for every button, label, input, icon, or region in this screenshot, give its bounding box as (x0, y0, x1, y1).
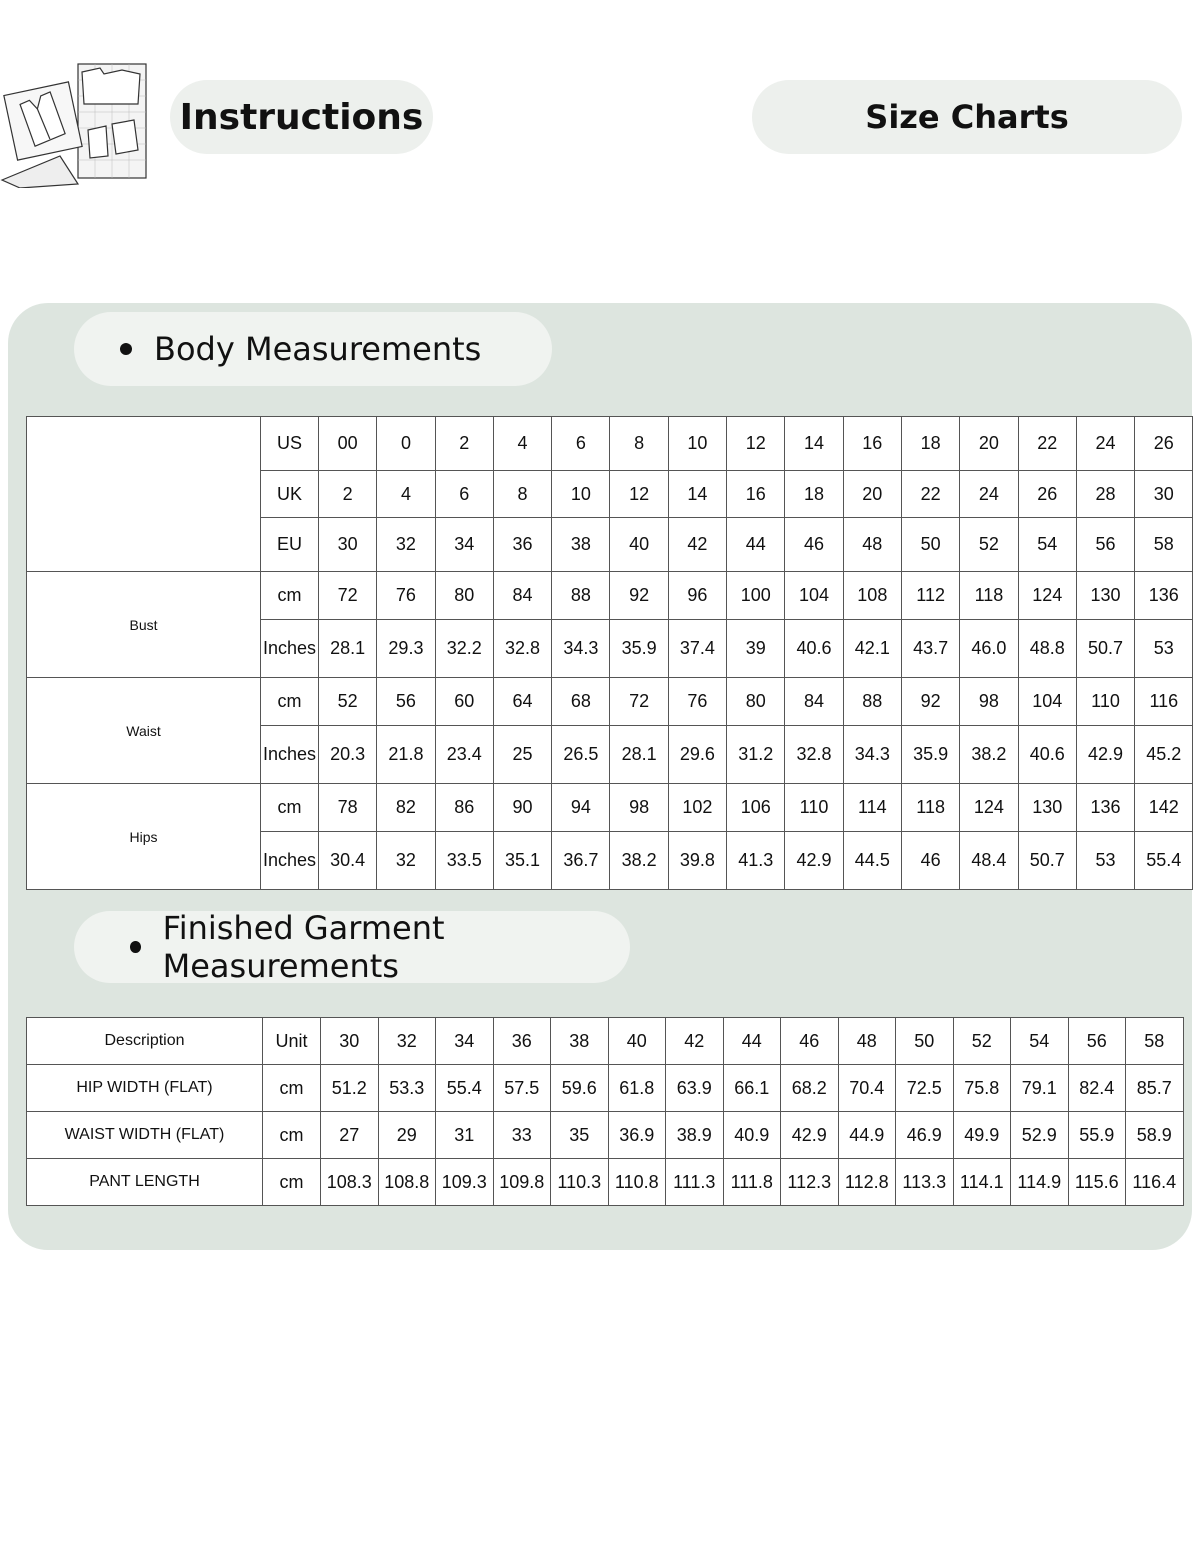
table-cell: 23.4 (435, 726, 493, 784)
table-cell: 31 (436, 1112, 494, 1159)
table-cell: 26 (1135, 417, 1193, 471)
table-cell: 20 (960, 417, 1018, 471)
table-cell: 24 (1076, 417, 1134, 471)
table-cell: 29.6 (668, 726, 726, 784)
description-header: Description (27, 1018, 263, 1065)
table-cell: 51.2 (321, 1065, 379, 1112)
table-cell: 48 (843, 518, 901, 572)
size-header: 48 (838, 1018, 896, 1065)
table-cell: 66.1 (723, 1065, 781, 1112)
table-cell: 27 (321, 1112, 379, 1159)
table-cell: 79.1 (1011, 1065, 1069, 1112)
table-cell: 53 (1135, 620, 1193, 678)
section-title: Finished Garment Measurements (162, 909, 445, 985)
table-cell: 36.7 (552, 832, 610, 890)
table-cell: 32 (377, 518, 435, 572)
table-cell: 85.7 (1126, 1065, 1184, 1112)
table-cell: 116 (1135, 678, 1193, 726)
table-cell: 68 (552, 678, 610, 726)
table-cell: 41.3 (727, 832, 785, 890)
table-cell: 40 (610, 518, 668, 572)
table-cell: 100 (727, 572, 785, 620)
table-cell: 64 (493, 678, 551, 726)
table-cell: 6 (552, 417, 610, 471)
table-cell: 24 (960, 471, 1018, 518)
table-cell: 111.3 (666, 1159, 724, 1206)
unit-label: Inches (261, 832, 319, 890)
table-row (27, 1159, 1184, 1206)
table-cell: 142 (1135, 784, 1193, 832)
unit-label: cm (263, 1112, 321, 1159)
table-cell: 110.3 (551, 1159, 609, 1206)
table-cell: 56 (1076, 518, 1134, 572)
table-cell: 124 (1018, 572, 1076, 620)
table-cell: 44 (727, 518, 785, 572)
table-cell: 30 (319, 518, 377, 572)
table-cell: 6 (435, 471, 493, 518)
table-cell: 90 (493, 784, 551, 832)
table-cell: 46 (901, 832, 959, 890)
table-cell: 130 (1018, 784, 1076, 832)
table-cell: 114.1 (953, 1159, 1011, 1206)
table-cell: 88 (552, 572, 610, 620)
table-row (27, 1112, 1184, 1159)
table-cell: 108.3 (321, 1159, 379, 1206)
bullet-icon (130, 941, 141, 953)
table-cell: 136 (1135, 572, 1193, 620)
section-title: Body Measurements (154, 330, 482, 368)
size-charts-label: Size Charts (865, 98, 1069, 136)
table-cell: 76 (377, 572, 435, 620)
table-cell: 104 (1018, 678, 1076, 726)
table-cell: 53 (1076, 832, 1134, 890)
size-charts-tab[interactable] (752, 80, 1182, 154)
table-cell: 4 (493, 417, 551, 471)
bullet-icon (120, 343, 132, 355)
size-header: 46 (781, 1018, 839, 1065)
table-cell: 112 (901, 572, 959, 620)
size-system-label: US (261, 417, 319, 471)
size-header: 58 (1126, 1018, 1184, 1065)
table-cell: 25 (493, 726, 551, 784)
table-cell: 109.3 (436, 1159, 494, 1206)
table-cell: 34 (435, 518, 493, 572)
table-cell: 108.8 (378, 1159, 436, 1206)
description-cell: PANT LENGTH (27, 1159, 263, 1206)
table-cell: 55.4 (1135, 832, 1193, 890)
table-cell: 18 (901, 417, 959, 471)
size-header: 40 (608, 1018, 666, 1065)
table-cell: 58 (1135, 518, 1193, 572)
table-cell: 80 (727, 678, 785, 726)
size-system-label: EU (261, 518, 319, 572)
table-cell: 110 (1076, 678, 1134, 726)
table-cell: 115.6 (1068, 1159, 1126, 1206)
unit-label: cm (261, 784, 319, 832)
table-cell: 33.5 (435, 832, 493, 890)
table-cell: 18 (785, 471, 843, 518)
table-cell: 84 (493, 572, 551, 620)
table-row (27, 678, 1193, 726)
table-cell: 114.9 (1011, 1159, 1069, 1206)
table-cell: 28.1 (610, 726, 668, 784)
table-cell: 42 (668, 518, 726, 572)
instructions-tab[interactable] (170, 80, 433, 154)
table-cell: 96 (668, 572, 726, 620)
table-cell: 113.3 (896, 1159, 954, 1206)
table-cell: 0 (377, 417, 435, 471)
size-header: 36 (493, 1018, 551, 1065)
table-cell: 70.4 (838, 1065, 896, 1112)
description-cell: HIP WIDTH (FLAT) (27, 1065, 263, 1112)
table-cell: 94 (552, 784, 610, 832)
table-cell: 00 (319, 417, 377, 471)
empty-corner-cell (27, 417, 261, 572)
table-cell: 46 (785, 518, 843, 572)
table-cell: 42.1 (843, 620, 901, 678)
body-measurements-table (26, 416, 1193, 890)
description-cell: WAIST WIDTH (FLAT) (27, 1112, 263, 1159)
table-cell: 29 (378, 1112, 436, 1159)
table-cell: 16 (727, 471, 785, 518)
table-cell: 42.9 (785, 832, 843, 890)
unit-label: Inches (261, 726, 319, 784)
unit-label: cm (261, 572, 319, 620)
size-header: 34 (436, 1018, 494, 1065)
table-cell: 46.0 (960, 620, 1018, 678)
table-cell: 14 (785, 417, 843, 471)
table-cell: 45.2 (1135, 726, 1193, 784)
table-cell: 55.4 (436, 1065, 494, 1112)
table-cell: 43.7 (901, 620, 959, 678)
size-header: 30 (321, 1018, 379, 1065)
table-cell: 36.9 (608, 1112, 666, 1159)
table-cell: 26.5 (552, 726, 610, 784)
table-cell: 35.9 (610, 620, 668, 678)
table-cell: 42.9 (781, 1112, 839, 1159)
measurement-group-label: Bust (27, 572, 261, 678)
size-header: 42 (666, 1018, 724, 1065)
table-cell: 46.9 (896, 1112, 954, 1159)
table-row (27, 1065, 1184, 1112)
table-cell: 38.2 (960, 726, 1018, 784)
table-row (27, 1018, 1184, 1065)
table-cell: 38 (552, 518, 610, 572)
instructions-label: Instructions (179, 96, 424, 138)
size-header: 54 (1011, 1018, 1069, 1065)
table-cell: 118 (960, 572, 1018, 620)
table-cell: 36 (493, 518, 551, 572)
table-cell: 109.8 (493, 1159, 551, 1206)
table-cell: 39.8 (668, 832, 726, 890)
table-cell: 50 (901, 518, 959, 572)
table-cell: 80 (435, 572, 493, 620)
table-cell: 61.8 (608, 1065, 666, 1112)
table-cell: 60 (435, 678, 493, 726)
table-cell: 33 (493, 1112, 551, 1159)
table-cell: 57.5 (493, 1065, 551, 1112)
table-cell: 32.8 (493, 620, 551, 678)
table-cell: 82.4 (1068, 1065, 1126, 1112)
unit-label: cm (263, 1065, 321, 1112)
unit-label: Inches (261, 620, 319, 678)
table-cell: 111.8 (723, 1159, 781, 1206)
table-cell: 86 (435, 784, 493, 832)
table-cell: 98 (610, 784, 668, 832)
table-cell: 30 (1135, 471, 1193, 518)
table-cell: 56 (377, 678, 435, 726)
table-cell: 53.3 (378, 1065, 436, 1112)
table-cell: 68.2 (781, 1065, 839, 1112)
table-cell: 35.9 (901, 726, 959, 784)
table-cell: 76 (668, 678, 726, 726)
table-cell: 14 (668, 471, 726, 518)
table-cell: 44.9 (838, 1112, 896, 1159)
table-cell: 10 (552, 471, 610, 518)
table-cell: 32.2 (435, 620, 493, 678)
size-header: 44 (723, 1018, 781, 1065)
table-cell: 116.4 (1126, 1159, 1184, 1206)
unit-header: Unit (263, 1018, 321, 1065)
table-cell: 4 (377, 471, 435, 518)
table-cell: 124 (960, 784, 1018, 832)
table-cell: 42.9 (1076, 726, 1134, 784)
table-cell: 32 (377, 832, 435, 890)
garment-measurements-table (26, 1017, 1184, 1206)
table-cell: 104 (785, 572, 843, 620)
table-cell: 52 (960, 518, 1018, 572)
table-cell: 52 (319, 678, 377, 726)
table-cell: 26 (1018, 471, 1076, 518)
table-row (27, 784, 1193, 832)
table-cell: 59.6 (551, 1065, 609, 1112)
table-cell: 35 (551, 1112, 609, 1159)
unit-label: cm (263, 1159, 321, 1206)
size-system-label: UK (261, 471, 319, 518)
table-cell: 29.3 (377, 620, 435, 678)
table-cell: 44.5 (843, 832, 901, 890)
table-row (27, 572, 1193, 620)
size-header: 50 (896, 1018, 954, 1065)
table-cell: 84 (785, 678, 843, 726)
table-cell: 72.5 (896, 1065, 954, 1112)
table-cell: 114 (843, 784, 901, 832)
unit-label: cm (261, 678, 319, 726)
measurement-group-label: Hips (27, 784, 261, 890)
table-cell: 82 (377, 784, 435, 832)
size-header: 38 (551, 1018, 609, 1065)
table-cell: 21.8 (377, 726, 435, 784)
table-cell: 30.4 (319, 832, 377, 890)
table-cell: 22 (1018, 417, 1076, 471)
table-cell: 8 (610, 417, 668, 471)
table-cell: 78 (319, 784, 377, 832)
table-cell: 31.2 (727, 726, 785, 784)
table-cell: 102 (668, 784, 726, 832)
table-cell: 55.9 (1068, 1112, 1126, 1159)
table-cell: 50.7 (1076, 620, 1134, 678)
table-cell: 40.6 (785, 620, 843, 678)
table-cell: 34.3 (552, 620, 610, 678)
table-cell: 72 (610, 678, 668, 726)
size-header: 56 (1068, 1018, 1126, 1065)
table-row (27, 417, 1193, 471)
size-header: 52 (953, 1018, 1011, 1065)
table-cell: 2 (435, 417, 493, 471)
table-cell: 38.9 (666, 1112, 724, 1159)
table-cell: 16 (843, 417, 901, 471)
table-cell: 12 (610, 471, 668, 518)
measurement-group-label: Waist (27, 678, 261, 784)
table-cell: 40.6 (1018, 726, 1076, 784)
table-cell: 108 (843, 572, 901, 620)
table-cell: 75.8 (953, 1065, 1011, 1112)
table-cell: 72 (319, 572, 377, 620)
table-cell: 98 (960, 678, 1018, 726)
table-cell: 34.3 (843, 726, 901, 784)
table-cell: 50.7 (1018, 832, 1076, 890)
table-cell: 88 (843, 678, 901, 726)
table-cell: 38.2 (610, 832, 668, 890)
table-cell: 20.3 (319, 726, 377, 784)
table-cell: 92 (901, 678, 959, 726)
table-cell: 136 (1076, 784, 1134, 832)
table-cell: 52.9 (1011, 1112, 1069, 1159)
table-cell: 2 (319, 471, 377, 518)
table-cell: 112.3 (781, 1159, 839, 1206)
sewing-pattern-logo (0, 60, 150, 188)
garment-measurements-heading (74, 911, 630, 983)
table-cell: 22 (901, 471, 959, 518)
table-cell: 35.1 (493, 832, 551, 890)
table-cell: 20 (843, 471, 901, 518)
table-cell: 48.4 (960, 832, 1018, 890)
table-cell: 110 (785, 784, 843, 832)
size-header: 32 (378, 1018, 436, 1065)
table-cell: 40.9 (723, 1112, 781, 1159)
table-cell: 49.9 (953, 1112, 1011, 1159)
table-cell: 12 (727, 417, 785, 471)
table-cell: 58.9 (1126, 1112, 1184, 1159)
table-cell: 112.8 (838, 1159, 896, 1206)
table-cell: 8 (493, 471, 551, 518)
table-cell: 106 (727, 784, 785, 832)
table-cell: 32.8 (785, 726, 843, 784)
table-cell: 28 (1076, 471, 1134, 518)
table-cell: 92 (610, 572, 668, 620)
table-cell: 63.9 (666, 1065, 724, 1112)
table-cell: 48.8 (1018, 620, 1076, 678)
table-cell: 54 (1018, 518, 1076, 572)
table-cell: 37.4 (668, 620, 726, 678)
table-cell: 28.1 (319, 620, 377, 678)
table-cell: 10 (668, 417, 726, 471)
table-cell: 118 (901, 784, 959, 832)
table-cell: 110.8 (608, 1159, 666, 1206)
body-measurements-heading (74, 312, 552, 386)
table-cell: 130 (1076, 572, 1134, 620)
table-cell: 39 (727, 620, 785, 678)
